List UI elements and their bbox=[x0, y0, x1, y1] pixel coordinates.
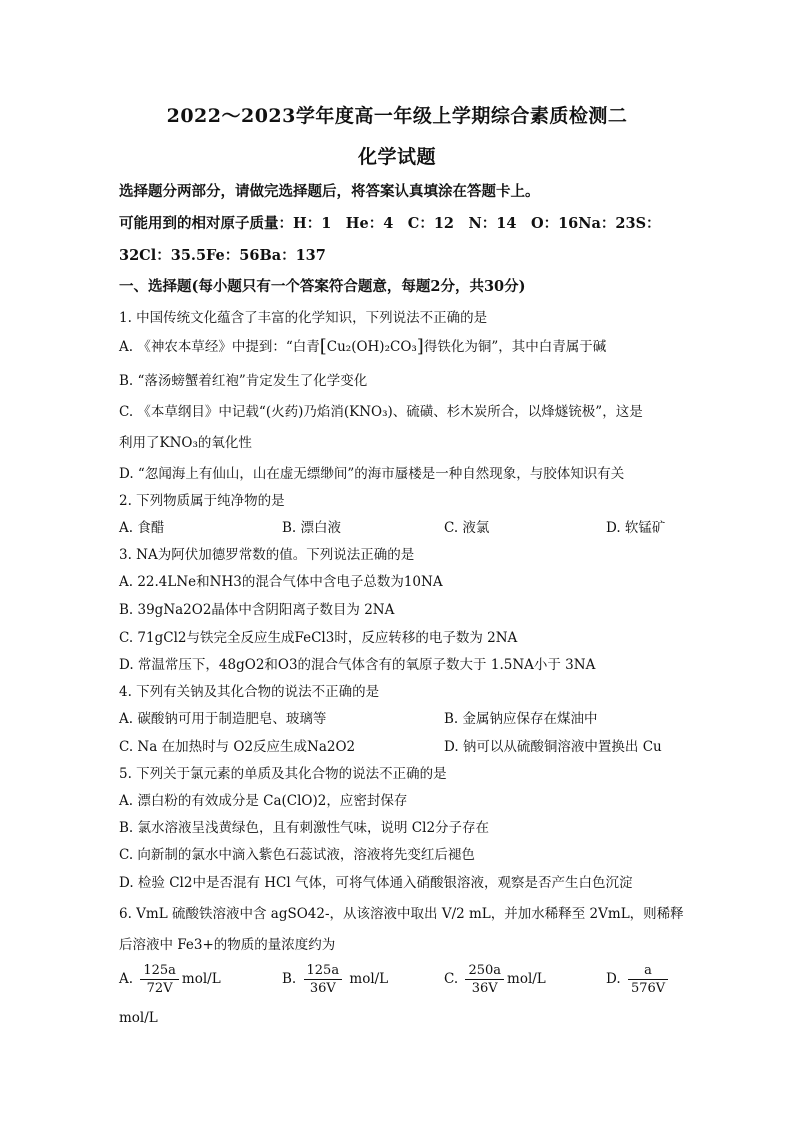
question-6-option-d bbox=[606, 962, 671, 997]
question-3-option-b: B. 39gNa2O2晶体中含阴阳离子数目为 2NA bbox=[119, 602, 395, 618]
question-2-stem: 2. 下列物质属于纯净物的是 bbox=[119, 493, 285, 509]
q6-stem-post: ，从该溶液中取出 V/2 mL，并加水稀释至 2VmL，则稀释 bbox=[329, 906, 684, 922]
q6-c-unit: mol/L bbox=[507, 971, 546, 987]
q6-stem-pre: 6. VmL 硫酸铁溶液中含 ag bbox=[119, 906, 288, 922]
question-2-option-a: A. 食醋 bbox=[119, 520, 165, 536]
q1-a-formula: Cu₂(OH)₂CO₃ bbox=[326, 339, 417, 355]
q6-c-numerator: 250a bbox=[465, 962, 504, 980]
q1-c2-text-pre: 利用了 bbox=[119, 435, 160, 451]
q6-a-denominator: 72V bbox=[146, 981, 173, 996]
q1-a-text-post: 得铁化为铜”，其中白青属于碱 bbox=[423, 339, 607, 355]
q6-b-denominator: 36V bbox=[309, 981, 336, 996]
question-4-option-b: B. 金属钠应保存在煤油中 bbox=[444, 711, 598, 727]
question-3-option-c: C. 71gCl2与铁完全反应生成FeCl3时，反应转移的电子数为 2NA bbox=[119, 630, 518, 646]
question-5-option-c: C. 向新制的氯水中滴入紫色石蕊试液，溶液将先变红后褪色 bbox=[119, 847, 475, 863]
question-1-option-b: B. “落汤螃蟹着红袍”肯定发生了化学变化 bbox=[119, 373, 368, 389]
question-1-option-a: A. 《神农本草经》中提到：“白青[Cu₂(OH)₂CO₃]得铁化为铜”，其中白青属于碱 bbox=[119, 336, 607, 357]
q1-c-formula: KNO₃ bbox=[349, 404, 388, 420]
q6-sulfate-ion: SO42- bbox=[287, 906, 330, 922]
q1-c-text-post: )、硫磺、杉木炭所合，以烽燧铳极”，这是 bbox=[387, 404, 643, 420]
question-1-option-d: D. “忽闻海上有仙山，山在虚无缥缈间”的海市蜃楼是一种自然现象，与胶体知识有关 bbox=[119, 466, 625, 482]
question-2-option-d: D. 软锰矿 bbox=[606, 520, 666, 536]
question-3-option-d: D. 常温常压下，48gO2和O3的混合气体含有的氧原子数大于 1.5NA小于 3NA bbox=[119, 657, 596, 673]
q6-d-fraction bbox=[628, 962, 668, 997]
q1-c-text-pre: C. 《本草纲目》中记载“(火药)乃焰消( bbox=[119, 404, 350, 420]
q6-d-label: D. bbox=[606, 971, 621, 987]
q6-b-fraction bbox=[304, 962, 343, 997]
q6-b-label: B. bbox=[282, 971, 297, 987]
q6-a-numerator: 125a bbox=[140, 962, 179, 980]
instruction-line-2: 可能用到的相对原子质量：H：1 He：4 C：12 N：14 O：16Na：23S： bbox=[119, 215, 661, 232]
question-6-option-d-unit: mol/L bbox=[119, 1010, 158, 1026]
question-3-option-a: A. 22.4LNe和NH3的混合气体中含电子总数为10NA bbox=[119, 574, 443, 590]
q1-c2-formula: KNO₃ bbox=[159, 435, 198, 451]
question-4-stem: 4. 下列有关钠及其化合物的说法不正确的是 bbox=[119, 684, 380, 700]
q6-b-unit: mol/L bbox=[349, 971, 389, 987]
question-6-option-b bbox=[282, 962, 388, 997]
question-6-option-a bbox=[119, 962, 221, 997]
question-2-option-c: C. 液氯 bbox=[444, 520, 490, 536]
question-5-stem: 5. 下列关于氯元素的单质及其化合物的说法不正确的是 bbox=[119, 766, 447, 782]
question-3-stem: 3. NA为阿伏加德罗常数的值。下列说法正确的是 bbox=[119, 547, 415, 563]
q6-d-denominator: 576V bbox=[630, 981, 666, 996]
question-2-option-b: B. 漂白液 bbox=[282, 520, 342, 536]
question-4-option-c: C. Na 在加热时与 O2反应生成Na2O2 bbox=[119, 739, 356, 755]
q6-c-denominator: 36V bbox=[471, 981, 498, 996]
question-5-option-a: A. 漂白粉的有效成分是 Ca(ClO)2，应密封保存 bbox=[119, 793, 408, 809]
instruction-line-3: 32Cl：35.5Fe：56Ba：137 bbox=[119, 247, 326, 264]
exam-title: 2022～2023学年度高一年级上学期综合素质检测二 bbox=[166, 105, 628, 127]
q6-c-label: C. bbox=[444, 971, 459, 987]
section-heading: 一、选择题(每小题只有一个答案符合题意，每题2分，共30分) bbox=[119, 278, 526, 295]
q6-a-fraction bbox=[140, 962, 179, 997]
question-6-stem bbox=[119, 902, 684, 922]
question-4-option-d: D. 钠可以从硫酸铜溶液中置换出 Cu bbox=[444, 739, 662, 755]
question-1-option-c bbox=[119, 400, 679, 420]
question-4-option-a: A. 碳酸钠可用于制造肥皂、玻璃等 bbox=[119, 711, 327, 727]
question-6-stem-cont: 后溶液中 Fe3+的物质的量浓度约为 bbox=[119, 937, 336, 953]
q6-a-unit: mol/L bbox=[181, 971, 221, 987]
instruction-line-1: 选择题分两部分，请做完选择题后，将答案认真填涂在答题卡上。 bbox=[119, 183, 540, 200]
question-5-option-b: B. 氯水溶液呈浅黄绿色，且有刺激性气味，说明 Cl2分子存在 bbox=[119, 820, 490, 836]
question-1-option-c-cont bbox=[119, 431, 679, 451]
question-5-option-d: D. 检验 Cl2中是否混有 HCl 气体，可将气体通入硝酸银溶液，观察是否产生白色沉淀 bbox=[119, 875, 633, 891]
q6-b-numerator: 125a bbox=[304, 962, 343, 980]
q6-d-numerator: a bbox=[628, 962, 668, 980]
exam-subtitle: 化学试题 bbox=[357, 146, 436, 168]
question-6-option-c bbox=[444, 962, 546, 997]
q6-a-label: A. bbox=[119, 971, 134, 987]
q1-a-text-pre: A. 《神农本草经》中提到：“白青 bbox=[119, 339, 320, 355]
q6-c-fraction bbox=[465, 962, 504, 997]
q1-c2-text-post: 的氧化性 bbox=[197, 435, 252, 451]
question-1-stem: 1. 中国传统文化蕴含了丰富的化学知识，下列说法不正确的是 bbox=[119, 310, 488, 326]
